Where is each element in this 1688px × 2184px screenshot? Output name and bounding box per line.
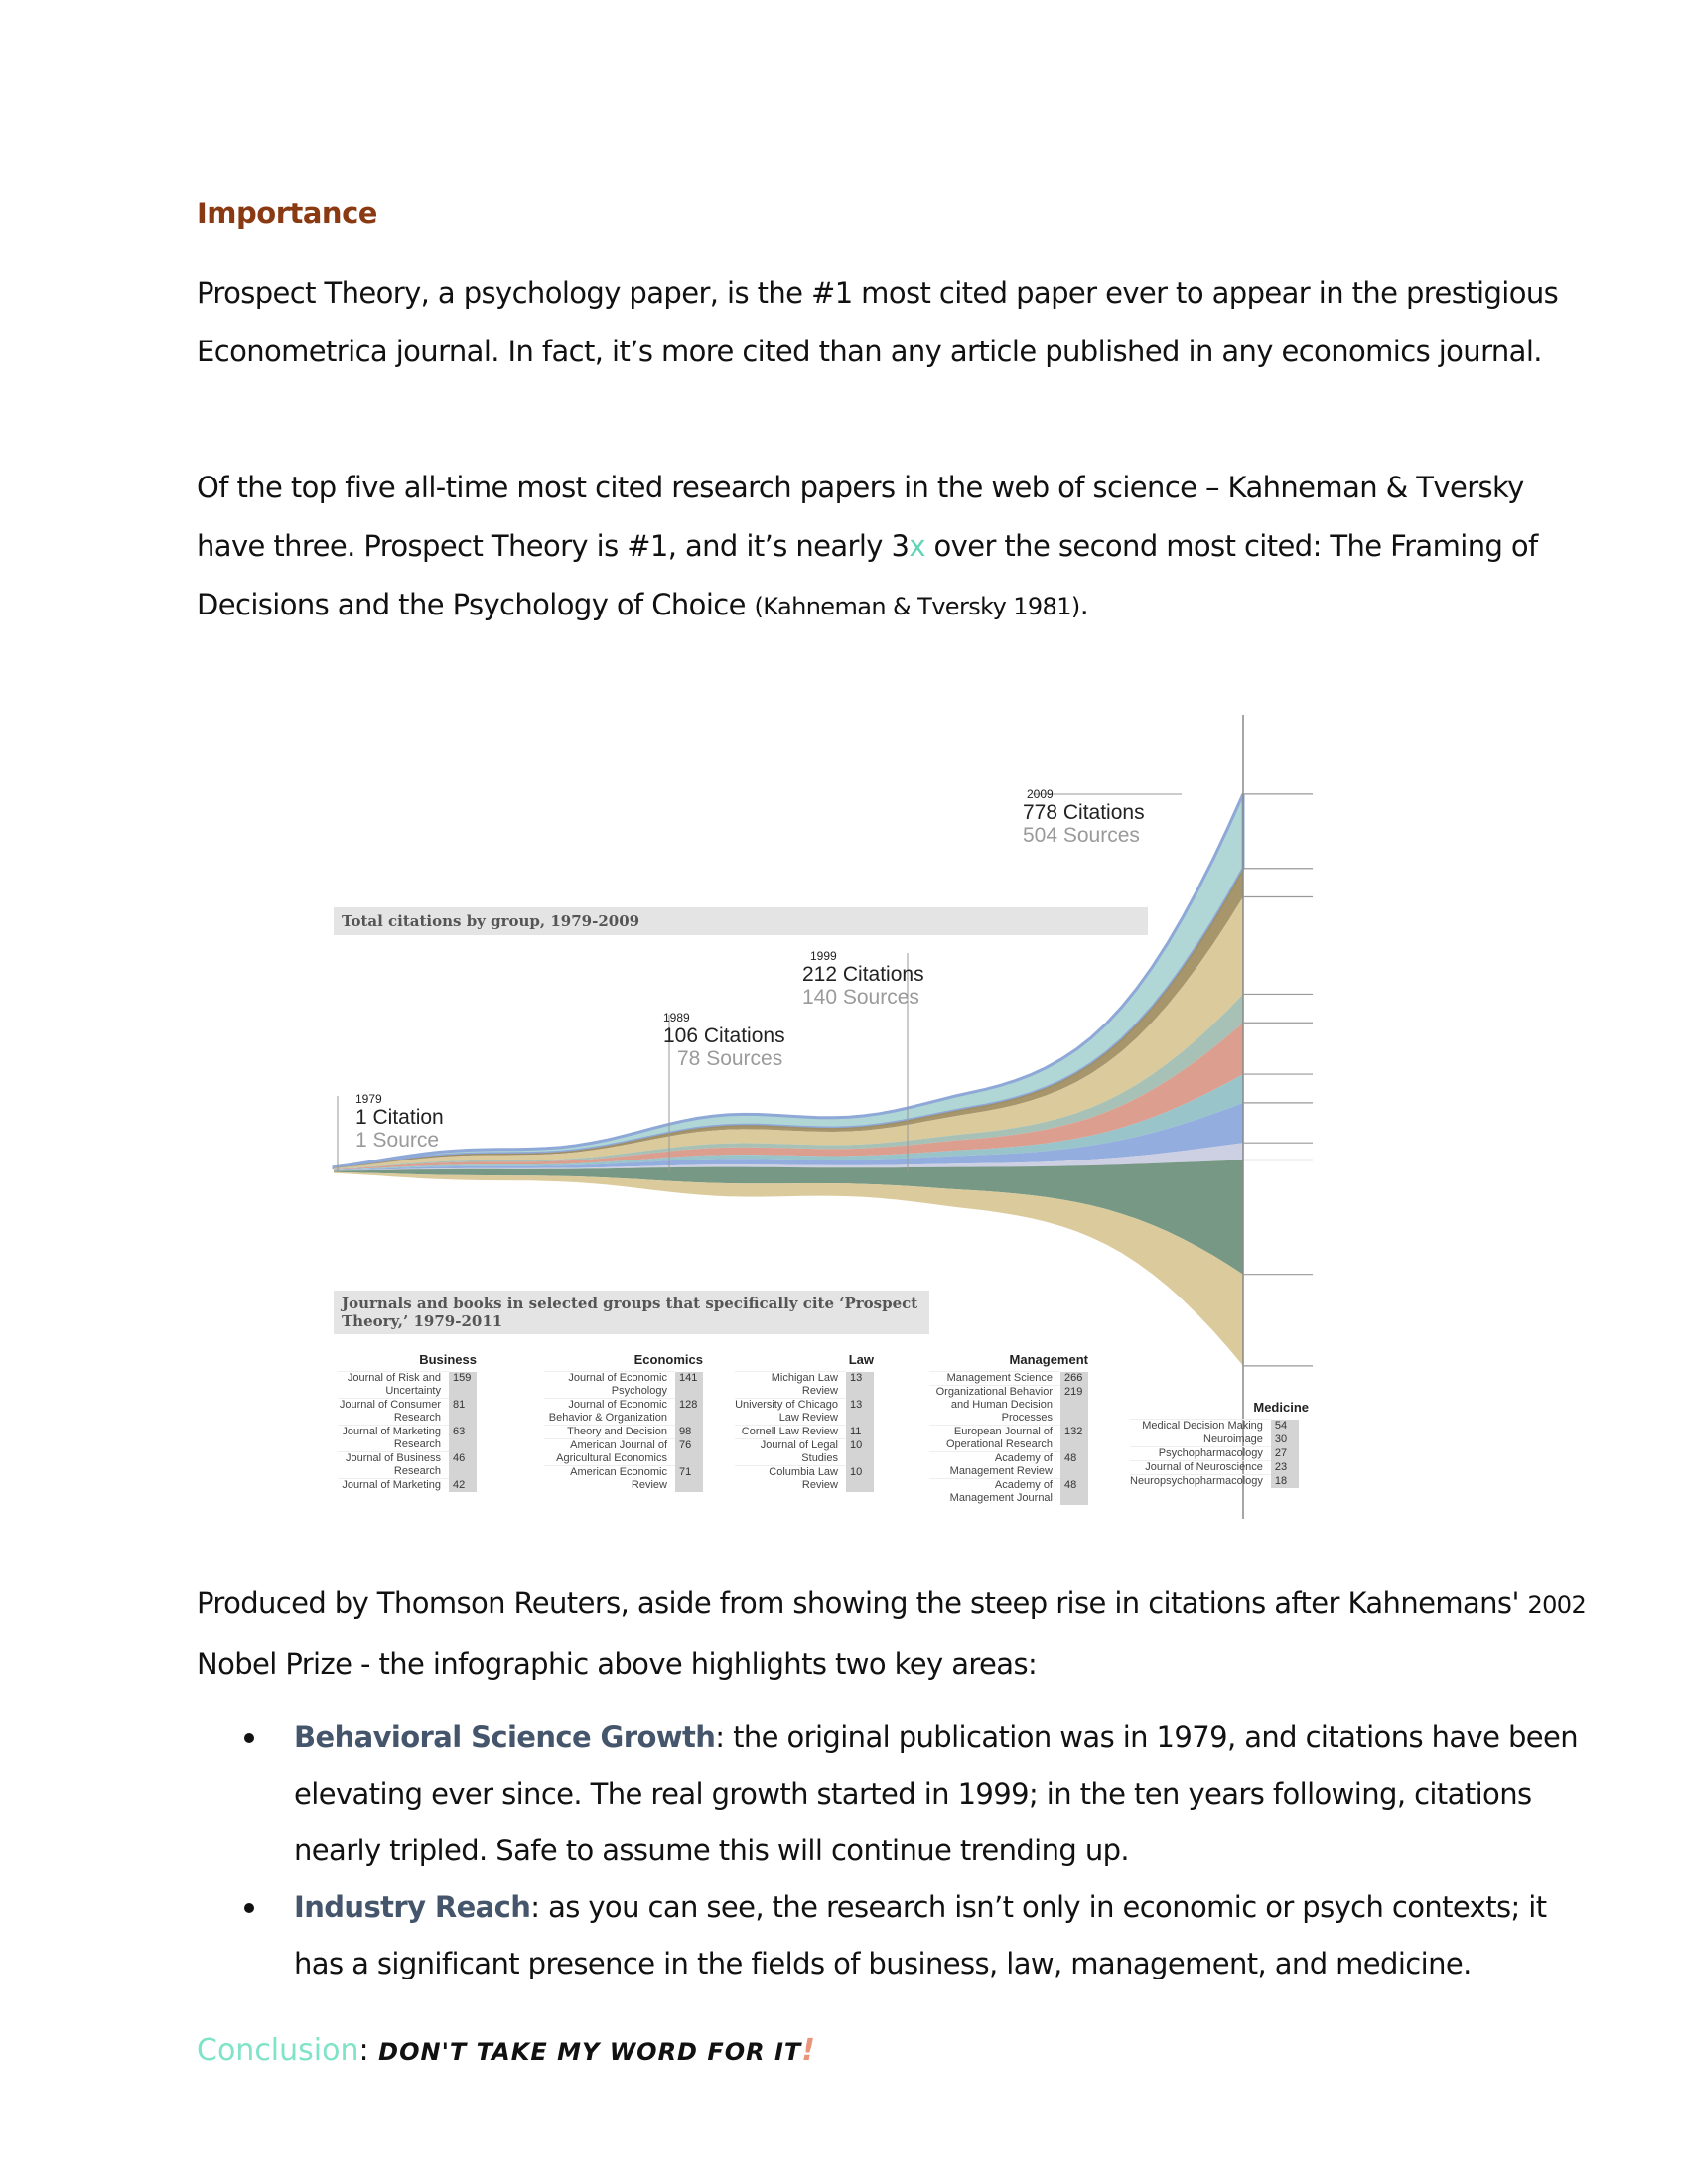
conclusion-text: DON'T TAKE MY WORD FOR IT [378, 2038, 802, 2066]
journal-row [338, 1479, 477, 1493]
annotation-citations: 778 Citations [1023, 801, 1145, 824]
group-title: Medicine [1253, 1400, 1309, 1415]
key-areas-list [238, 1709, 1589, 1992]
paragraph-produced-by [197, 1574, 1587, 1694]
annotation-year: 1989 [663, 1011, 690, 1024]
annotation-year: 1999 [810, 949, 837, 963]
journal-row [338, 1372, 477, 1399]
section-heading: Importance [197, 197, 377, 230]
journal-row [338, 1399, 477, 1426]
journal-name: Journal of Economic Psychology [544, 1372, 675, 1399]
journal-count: 46 [449, 1452, 477, 1479]
journal-row [735, 1399, 874, 1426]
journal-row [735, 1439, 874, 1466]
journal-row [1130, 1420, 1299, 1433]
journal-name: Journal of Neuroscience [1130, 1461, 1271, 1475]
journal-row [929, 1426, 1088, 1452]
journal-row [338, 1426, 477, 1452]
chart-subtitle: Journals and books in selected groups that specifically cite ‘Prospect Theory,’ 1979-2011 [334, 1291, 929, 1334]
journal-name: Psychopharmacology [1130, 1447, 1271, 1461]
journal-name: Organizational Behavior and Human Decision Processes [929, 1386, 1060, 1426]
annotation-sources: 140 Sources [802, 986, 919, 1009]
journal-row [338, 1452, 477, 1479]
journal-name: Neuroimage [1130, 1433, 1271, 1447]
journal-row [1130, 1433, 1299, 1447]
conclusion-exclamation: ! [801, 2033, 815, 2068]
annotation-citations: 106 Citations [663, 1024, 785, 1047]
group-economics [544, 1352, 703, 1492]
paragraph-text: Nobel Prize - the infographic above highlights two key areas: [197, 1647, 1038, 1681]
list-item [238, 1879, 1589, 1992]
group-law [735, 1352, 874, 1492]
paragraph-text: over the second most cited: The Framing of Decisions and the Psychology of Choice [197, 529, 1538, 621]
journal-row [735, 1426, 874, 1439]
journal-count: 18 [1271, 1475, 1299, 1489]
journal-name: Michigan Law Review [735, 1372, 846, 1399]
journal-row [544, 1372, 703, 1399]
journal-count: 13 [846, 1372, 874, 1399]
journal-name: Journal of Marketing Research [338, 1426, 449, 1452]
journal-name: American Economic Review [544, 1466, 675, 1493]
journal-name: Neuropsychopharmacology [1130, 1475, 1271, 1489]
journal-count: 10 [846, 1439, 874, 1466]
journal-count: 11 [846, 1426, 874, 1439]
journal-count: 266 [1060, 1372, 1088, 1386]
annotation-sources: 1 Source [355, 1129, 440, 1152]
journal-name: Columbia Law Review [735, 1466, 846, 1493]
annotation-sources: 78 Sources [677, 1047, 783, 1070]
journal-name: Journal of Marketing [338, 1479, 449, 1493]
group-title: Economics [633, 1352, 703, 1367]
annotation-citations: 212 Citations [802, 963, 924, 986]
bullet-text: : the original publication was in 1979, and citations have been elevating ever since. The real growth started in 1999; in the ten years following, citations nearly tripled. Safe to assume this will continue trending up. [294, 1720, 1579, 1867]
journal-count: 219 [1060, 1386, 1088, 1426]
journal-name: University of Chicago Law Review [735, 1399, 846, 1426]
journal-count: 76 [675, 1439, 703, 1466]
journal-name: Journal of Business Research [338, 1452, 449, 1479]
conclusion [197, 2033, 815, 2068]
annotation-1999 [802, 949, 924, 1009]
journal-table [929, 1371, 1088, 1505]
accent-x: x [909, 529, 925, 563]
paragraph-text: Produced by Thomson Reuters, aside from showing the steep rise in citations after Kahnemans' [197, 1586, 1528, 1620]
journal-row [735, 1372, 874, 1399]
citations-infographic [328, 695, 1360, 1549]
journal-name: Academy of Management Journal [929, 1479, 1060, 1506]
bullet-icon [244, 1733, 254, 1743]
annotation-year: 1979 [355, 1092, 382, 1106]
journal-name: Journal of Economic Behavior & Organization [544, 1399, 675, 1426]
group-title: Business [419, 1352, 477, 1367]
group-management [929, 1352, 1088, 1505]
journal-count: 42 [449, 1479, 477, 1493]
journal-row [1130, 1475, 1299, 1489]
group-business [338, 1352, 477, 1492]
journal-row [1130, 1447, 1299, 1461]
journal-name: Academy of Management Review [929, 1452, 1060, 1479]
annotation-year: 2009 [1027, 787, 1054, 801]
journal-count: 159 [449, 1372, 477, 1399]
group-medicine [1130, 1400, 1309, 1488]
journal-count: 48 [1060, 1452, 1088, 1479]
annotation-sources: 504 Sources [1023, 824, 1140, 847]
journal-count: 10 [846, 1466, 874, 1493]
journal-count: 23 [1271, 1461, 1299, 1475]
journal-row [544, 1399, 703, 1426]
journal-count: 71 [675, 1466, 703, 1493]
journal-table [338, 1371, 477, 1492]
paragraph-text: Of the top five all-time most cited research papers in the web of science – Kahneman & Tversky have three. Prospect Theory is #1, and it’s nearly 3 [197, 471, 1524, 563]
journal-count: 48 [1060, 1479, 1088, 1506]
journal-name: European Journal of Operational Research [929, 1426, 1060, 1452]
paragraph-top-five [197, 459, 1587, 636]
journal-count: 63 [449, 1426, 477, 1452]
journal-row [735, 1466, 874, 1493]
journal-count: 13 [846, 1399, 874, 1426]
journal-table [544, 1371, 703, 1492]
journal-count: 54 [1271, 1420, 1299, 1433]
journal-name: American Journal of Agricultural Economics [544, 1439, 675, 1466]
journal-row [929, 1479, 1088, 1506]
journal-row [544, 1466, 703, 1493]
journal-name: Cornell Law Review [735, 1426, 846, 1439]
annotation-2009 [1023, 787, 1145, 847]
journal-count: 128 [675, 1399, 703, 1426]
chart-title: Total citations by group, 1979-2009 [334, 907, 1148, 935]
journal-count: 27 [1271, 1447, 1299, 1461]
paragraph-end: . [1079, 588, 1089, 621]
journal-name: Journal of Risk and Uncertainty [338, 1372, 449, 1399]
journal-count: 132 [1060, 1426, 1088, 1452]
journal-row [929, 1386, 1088, 1426]
annotation-citations: 1 Citation [355, 1106, 444, 1129]
journal-count: 81 [449, 1399, 477, 1426]
bullet-text: : as you can see, the research isn’t only in economic or psych contexts; it has a significant presence in the fields of business, law, management, and medicine. [294, 1890, 1547, 1980]
journal-name: Journal of Legal Studies [735, 1439, 846, 1466]
journal-table [735, 1371, 874, 1492]
bullet-icon [244, 1903, 254, 1913]
annotation-1989 [663, 1011, 785, 1070]
journal-count: 30 [1271, 1433, 1299, 1447]
journal-name: Management Science [929, 1372, 1060, 1386]
journal-row [929, 1372, 1088, 1386]
journal-name: Medical Decision Making [1130, 1420, 1271, 1433]
journal-name: Journal of Consumer Research [338, 1399, 449, 1426]
group-title: Law [848, 1352, 874, 1367]
citation: (Kahneman & Tversky 1981) [754, 593, 1080, 620]
group-title: Management [1009, 1352, 1088, 1367]
journal-name: Theory and Decision [544, 1426, 675, 1439]
list-item [238, 1709, 1589, 1879]
journal-row [544, 1439, 703, 1466]
journal-row [1130, 1461, 1299, 1475]
annotation-1979 [355, 1092, 444, 1152]
year: 2002 [1527, 1591, 1587, 1619]
journal-row [544, 1426, 703, 1439]
keyword: Behavioral Science Growth [294, 1720, 716, 1754]
conclusion-colon: : [358, 2033, 379, 2068]
journal-row [929, 1452, 1088, 1479]
journal-count: 141 [675, 1372, 703, 1399]
journal-table [1130, 1419, 1299, 1488]
conclusion-label: Conclusion [197, 2033, 359, 2068]
keyword: Industry Reach [294, 1890, 531, 1924]
journal-count: 98 [675, 1426, 703, 1439]
paragraph-intro: Prospect Theory, a psychology paper, is the #1 most cited paper ever to appear in the prestigious Econometrica journal. In fact, it’s more cited than any article published in any economics journal. [197, 276, 1559, 368]
